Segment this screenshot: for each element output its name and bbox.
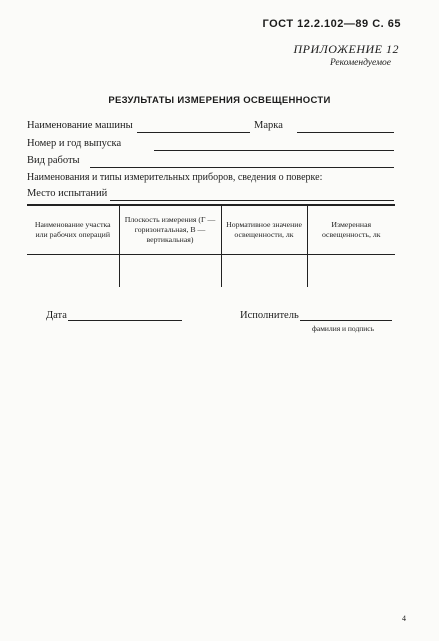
work-type-label: Вид работы [27,155,80,166]
appendix-status: Рекомендуемое [329,58,391,68]
col-header-operation: Наименование участка или рабочих операций [27,205,119,255]
instruments-label: Наименования и типы измерительных приборов, сведения о поверке: [27,172,323,183]
date-label: Дата [46,310,67,321]
machine-name-line [137,132,250,133]
appendix-label: ПРИЛОЖЕНИЕ 12 [293,42,399,56]
footer-mark: 4 [402,614,406,623]
place-label: Место испытаний [27,188,108,199]
brand-line [297,132,394,133]
col-header-normative: Нормативное значение освещенности, лк [221,205,307,255]
date-line [68,320,182,321]
executor-line [300,320,392,321]
table-cell [119,255,221,288]
table-cell [307,255,395,288]
number-year-line [154,150,394,151]
machine-name-label: Наименование машины [27,120,133,131]
table-cell [221,255,307,288]
place-line [110,200,394,201]
measurements-table [27,204,395,287]
col-header-plane: Плоскость измерения (Г — горизонтальная, В — вертикальная) [119,205,221,255]
table-header-row [27,205,395,255]
table-cell [27,255,119,288]
executor-note: фамилия и подпись [312,324,375,333]
standard-header: ГОСТ 12.2.102—89 С. 65 [262,18,401,30]
executor-label: Исполнитель [240,310,299,321]
document-title: РЕЗУЛЬТАТЫ ИЗМЕРЕНИЯ ОСВЕЩЕННОСТИ [108,95,331,106]
number-year-label: Номер и год выпуска [27,138,122,149]
col-header-measured: Измеренная освещенность, лк [307,205,395,255]
table-row [27,255,395,288]
brand-label: Марка [254,120,283,131]
work-type-line [90,167,394,168]
